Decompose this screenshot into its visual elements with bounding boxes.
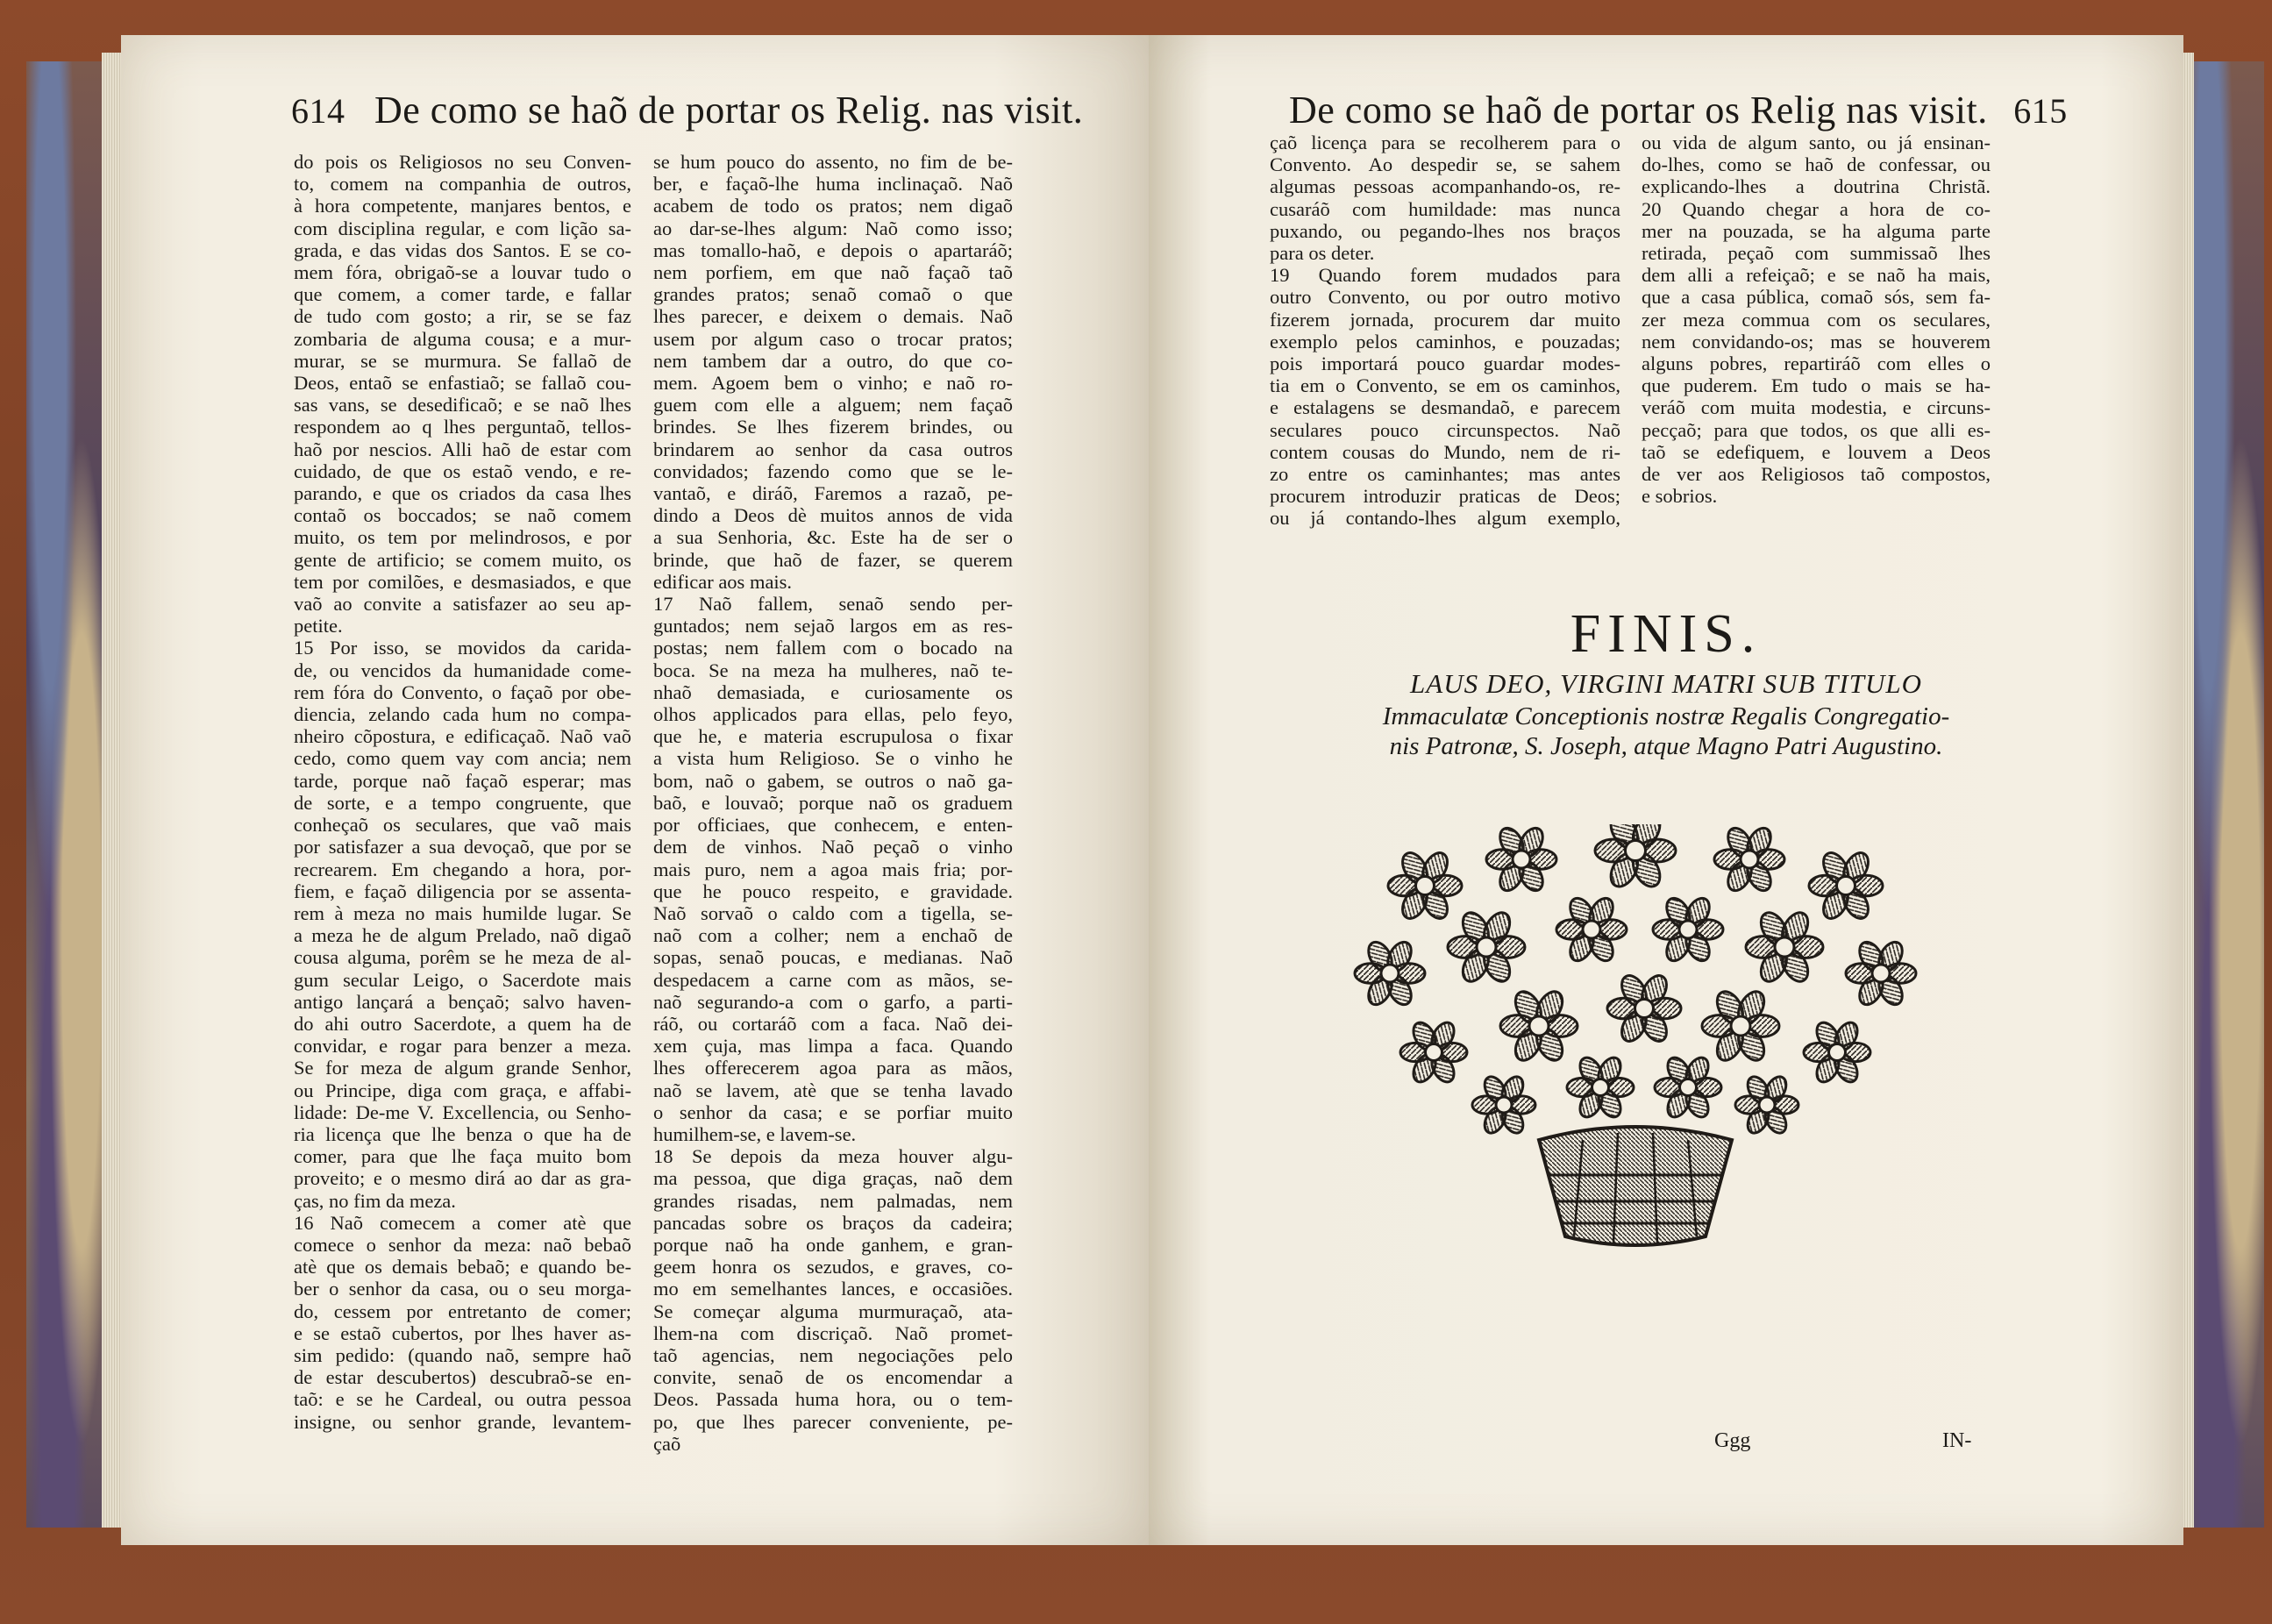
text-line: a vista hum Religioso. Se o vinho he	[653, 747, 1013, 770]
text-line: Deos, entaõ se enfastiaõ; se fallaõ cou-	[294, 372, 631, 395]
laus-line-3: nis Patronæ, S. Joseph, atque Magno Patri Augustino.	[1389, 732, 1943, 760]
bloom-center	[1426, 1044, 1442, 1061]
text-line: diencia, zelando cada hum no compa-	[294, 703, 631, 726]
text-line: o senhor da casa; e se porfiar muito	[653, 1100, 1013, 1123]
text-line: taõ: e se he Cardeal, ou outra pessoa	[294, 1388, 631, 1411]
text-line: explicando-lhes a doutrina Christã.	[1642, 175, 1991, 198]
text-line: respondem ao q lhes perguntaõ, tellos-	[294, 416, 631, 438]
text-line: sas vans, se desedificaõ; e se naõ lhes	[294, 394, 631, 417]
right-page-number: 615	[2013, 91, 2068, 131]
text-line: algumas pessoas acompanhando-os, re-	[1270, 175, 1620, 198]
text-line: tia em o Convento, se em os caminhos,	[1270, 374, 1620, 397]
text-line: antigo lançará a bençaõ; salvo haven-	[294, 990, 631, 1013]
text-line: de, ou vencidos da humanidade come-	[294, 659, 631, 681]
text-line: despedacem a carne com as mãos, se-	[653, 968, 1013, 991]
text-line: contem cousas do Mundo, nem de ri-	[1270, 440, 1620, 463]
text-line: e sobrios.	[1642, 485, 1718, 508]
text-line: ria licença que lhe benza o que ha de	[294, 1122, 631, 1145]
text-line: e estalagens se desmandaõ, e parecem	[1270, 396, 1620, 419]
left-page-column-1	[294, 151, 631, 1433]
text-line: conheçaõ os seculares, que vaõ mais	[294, 814, 631, 837]
text-line: de tudo com gosto; a rir, se se faz	[294, 305, 631, 328]
text-line: do pois os Religiosos no seu Conven-	[294, 151, 631, 173]
text-line: dindo a Deos dè muitos annos de vida	[653, 504, 1013, 527]
text-line: que comem, a comer tarde, e fallar	[294, 283, 631, 306]
text-line: 16 Naõ comecem a comer atè que	[294, 1211, 631, 1234]
text-line: tem por comilões, e desmasiados, e que	[294, 570, 631, 593]
text-line: usem por algum caso o trocar pratos;	[653, 327, 1013, 350]
text-line: lhes offerecerem agoa para as mãos,	[653, 1057, 1013, 1079]
text-line: guntados; nem sejaõ largos em as res-	[653, 615, 1013, 637]
text-line: atè que os demais bebaõ; e quando be-	[294, 1256, 631, 1279]
text-line: cuidado, de que os estaõ vendo, e re-	[294, 459, 631, 482]
text-line: outro Convento, ou por outro motivo	[1270, 286, 1620, 309]
text-line: e se estaõ cubertos, por lhes haver as-	[294, 1321, 631, 1344]
text-line: 18 Se depois da meza houver algu-	[653, 1145, 1013, 1168]
text-line: que a casa pública, comaõ sós, sem fa-	[1642, 286, 1991, 309]
text-line: Se começar alguma murmuraçaõ, ata-	[653, 1300, 1013, 1322]
text-line: sim pedido: (quando naõ, sempre haõ	[294, 1343, 631, 1366]
text-line: dem alli a refeiçaõ; e se naõ ha mais,	[1642, 264, 1991, 287]
text-line: taõ se edefiquem, e louvem a Deos	[1642, 440, 1991, 463]
page-edges-left	[102, 53, 121, 1528]
text-line: procurem introduzir praticas de Deos;	[1270, 485, 1620, 508]
bloom-center	[1872, 965, 1890, 982]
text-line: çaõ	[653, 1432, 681, 1455]
text-line: por satisfazer a sua devoçaõ, que por se	[294, 836, 631, 858]
text-line: cedo, como quem vay com ancia; nem	[294, 747, 631, 770]
text-line: mo em semelhantes lances, e occasiões.	[653, 1278, 1013, 1300]
text-line: 20 Quando chegar a hora de co-	[1642, 197, 1991, 220]
text-line: humilhem-se, e lavem-se.	[653, 1122, 857, 1145]
text-line: veráõ com muita modestia, e circuns-	[1642, 396, 1991, 419]
text-line: proveito; e o mesmo dirá ao dar as gra-	[294, 1167, 631, 1190]
text-line: edificar aos mais.	[653, 570, 793, 593]
text-line: guem com elle a alguem; nem façaõ	[653, 394, 1013, 417]
text-line: cusaráõ com humildade: mas nunca	[1270, 197, 1620, 220]
text-line: naõ se lavem, atè que se tenha lavado	[653, 1079, 1013, 1101]
text-line: mer na pouzada, se ha alguma parte	[1642, 219, 1991, 242]
text-line: seculares pouco circunspectos. Naõ	[1270, 418, 1620, 441]
signature-mark: Ggg	[1714, 1429, 1751, 1452]
left-page-number: 614	[291, 91, 345, 131]
text-line: boca. Se na meza ha mulheres, naõ te-	[653, 659, 1013, 681]
text-line: grada, e das vidas dos Santos. E se co-	[294, 239, 631, 261]
text-line: dem de vinhos. Naõ peçaõ o vinho	[653, 836, 1013, 858]
text-line: 19 Quando forem mudados para	[1270, 264, 1620, 287]
text-line: ças, no fim da meza.	[294, 1189, 456, 1212]
laus-line-2: Immaculatæ Conceptionis nostræ Regalis Congregatio-	[1382, 702, 1950, 730]
text-line: comece o senhor da meza: naõ bebaõ	[294, 1233, 631, 1256]
text-line: pois importará pouco guardar modes-	[1270, 353, 1620, 375]
text-line: nheiro cõpostura, e edificaçaõ. Naõ vaõ	[294, 725, 631, 748]
text-line: ou Principe, diga com graça, e affabi-	[294, 1079, 631, 1101]
text-line: ma pessoa, que diga graças, naõ dem	[653, 1167, 1013, 1190]
text-line: Se for meza de algum grande Senhor,	[294, 1057, 631, 1079]
text-line: mais puro, nem a agoa mais fria; por-	[653, 858, 1013, 880]
right-running-head	[1289, 88, 2068, 132]
text-line: haõ por nescios. Alli haõ de estar com	[294, 438, 631, 460]
bloom-center	[1496, 1097, 1512, 1113]
bloom-center	[1381, 965, 1399, 982]
bloom-center	[1741, 851, 1758, 868]
text-line: rem à meza no mais humilde lugar. Se	[294, 901, 631, 924]
marbled-edge-right	[2185, 61, 2264, 1528]
left-head-title: De como se haõ de portar os Relig. nas visit.	[374, 89, 1084, 132]
text-line: petite.	[294, 615, 343, 637]
text-line: zo entre os caminhantes; mas antes	[1270, 463, 1620, 486]
text-line: fiem, e façaõ diligencia por se assenta-	[294, 880, 631, 902]
text-line: ráõ, ou cortaráõ com a faca. Naõ dei-	[653, 1012, 1013, 1035]
text-line: nem porfiem, em que naõ façaõ taõ	[653, 261, 1013, 284]
text-line: ber, e façaõ-lhe huma inclinaçaõ. Naõ	[653, 173, 1013, 196]
text-line: pancadas sobre os braços da cadeira;	[653, 1211, 1013, 1234]
bloom-center	[1416, 877, 1435, 895]
bloom-center	[1635, 1000, 1654, 1018]
text-line: ao dar-se-lhes algum: Naõ como isso;	[653, 217, 1013, 239]
text-line: 17 Naõ fallem, senaõ sendo per-	[653, 593, 1013, 616]
text-line: puxando, ou pegando-lhes nos braços	[1270, 219, 1620, 242]
text-line: ou vida de algum santo, ou já ensinan-	[1642, 132, 1991, 153]
text-line: que puderem. Em tudo o mais se ha-	[1642, 374, 1991, 397]
bloom-center	[1829, 1044, 1846, 1061]
text-line: por officiaes, que conhecem, e enten-	[653, 814, 1013, 837]
text-line: ou já contando-lhes algum exemplo,	[1270, 507, 1620, 530]
text-line: 15 Por isso, se movidos da carida-	[294, 637, 631, 659]
text-line: que he, e materia escrupulosa o fixar	[653, 725, 1013, 748]
text-line: que he pouco respeito, e gravidade.	[653, 880, 1013, 902]
bloom-center	[1477, 937, 1496, 957]
text-line: naõ com a colher; nem a enchaõ de	[653, 924, 1013, 947]
text-line: mas tomallo-haõ, e depois o apartaráõ;	[653, 239, 1013, 261]
text-line: nhaõ demasiada, e curiosamente os	[653, 680, 1013, 703]
text-line: convidados; fazendo como que se le-	[653, 459, 1013, 482]
catchword: IN-	[1942, 1429, 1972, 1452]
bloom-center	[1680, 1079, 1697, 1096]
bloom-center	[1529, 1016, 1549, 1036]
text-line: naõ segurando-a com o garfo, a parti-	[653, 990, 1013, 1013]
text-line: geem honra os sezudos, e graves, co-	[653, 1256, 1013, 1279]
text-line: convidar, e rogar para benzer a meza.	[294, 1035, 631, 1058]
text-line: retirada, peçaõ com summissaõ lhes	[1642, 242, 1991, 265]
finis-title: FINIS.	[1570, 604, 1763, 664]
text-line: fizerem jornada, procurem dar muito	[1270, 308, 1620, 331]
bloom-center	[1775, 937, 1794, 957]
text-line: mem fóra, obrigaõ-se a louvar tudo o	[294, 261, 631, 284]
text-line: Convento. Ao despedir se, se sahem	[1270, 153, 1620, 176]
text-line: mem. Agoem bem o vinho; e naõ ro-	[653, 372, 1013, 395]
text-line: grandes pratos; senaõ comaõ o que	[653, 283, 1013, 306]
text-line: sopas, senaõ poucas, e medianas. Naõ	[653, 946, 1013, 969]
text-line: tarde, porque naõ façaõ esperar; mas	[294, 769, 631, 792]
text-line: Deos. Passada huma hora, ou o tem-	[653, 1388, 1013, 1411]
bloom-center	[1759, 1097, 1775, 1113]
text-line: parando, e que os criados da casa lhes	[294, 482, 631, 505]
text-line: convite, senaõ de os encomendar a	[653, 1366, 1013, 1389]
text-line: brinde, que haõ de fazer, se querem	[653, 548, 1013, 571]
right-page-column-1	[1270, 132, 1620, 530]
text-line: gum secular Leigo, o Sacerdote mais	[294, 968, 631, 991]
text-line: çaõ licença para se recolherem para o	[1270, 132, 1620, 153]
text-line: baõ, e louvaõ; porque naõ os graduem	[653, 791, 1013, 814]
text-line: brindes. Se lhes fizerem brindes, ou	[653, 416, 1013, 438]
bloom-center	[1513, 851, 1530, 868]
text-line: zer meza commua com os seculares,	[1642, 308, 1991, 331]
text-line: grandes risadas, nem palmadas, nem	[653, 1189, 1013, 1212]
text-line: muito, os tem por melindrosos, e por	[294, 526, 631, 549]
text-line: brindarem ao senhor da casa outros	[653, 438, 1013, 460]
text-line: a sua Senhoria, &c. Este ha de ser o	[653, 526, 1013, 549]
laus-deo-line: LAUS DEO, VIRGINI MATRI SUB TITULO	[1410, 668, 1922, 699]
text-line: vantaõ, e diráõ, Faremos a razaõ, pe-	[653, 482, 1013, 505]
text-line: exemplo pelos caminhos, e pouzadas;	[1270, 330, 1620, 353]
text-line: cousa alguma, porêm se he meza de al-	[294, 946, 631, 969]
text-line: alguns pobres, repartiráõ com elles o	[1642, 353, 1991, 375]
bloom-center	[1583, 921, 1600, 938]
text-line: de sorte, e a tempo congruente, que	[294, 791, 631, 814]
text-line: vaõ ao convite a satisfazer ao seu ap-	[294, 593, 631, 616]
text-line: xem çuja, mas limpa a faca. Quando	[653, 1035, 1013, 1058]
text-line: do, cessem por entretanto de comer;	[294, 1300, 631, 1322]
left-running-head	[291, 88, 1083, 132]
text-line: pecçaõ; para que todos, os que alli es-	[1642, 418, 1991, 441]
text-line: rem fóra do Convento, o façaõ por obe-	[294, 680, 631, 703]
laus-deo-body	[1245, 702, 2087, 761]
text-line: lhes parecer, e deixem o demais. Naõ	[653, 305, 1013, 328]
text-line: do ahi outro Sacerdote, a quem ha de	[294, 1012, 631, 1035]
text-line: bom, naõ o gabem, se outros o naõ ga-	[653, 769, 1013, 792]
text-line: murar, se se murmura. Se fallaõ de	[294, 349, 631, 372]
text-line: à hora competente, manjares bentos, e	[294, 195, 631, 217]
bloom-center	[1731, 1016, 1750, 1036]
text-line: gente de artificio; se comem muito, os	[294, 548, 631, 571]
text-line: zombaria de alguma cousa; e a mur-	[294, 327, 631, 350]
text-line: nem tambem dar a outro, do que co-	[653, 349, 1013, 372]
text-line: do-lhes, como se haõ de confessar, ou	[1642, 153, 1991, 176]
text-line: lhem-na com discriçaõ. Naõ promet-	[653, 1321, 1013, 1344]
text-line: recrearem. Em chegando a hora, por-	[294, 858, 631, 880]
text-line: olhos applicados para ellas, pelo feyo,	[653, 703, 1013, 726]
text-line: to, comem na companhia de outros,	[294, 173, 631, 196]
text-line: se hum pouco do assento, no fim de be-	[653, 151, 1013, 173]
text-line: po, que lhes parecer conveniente, pe-	[653, 1410, 1013, 1433]
flower-basket-woodcut-icon	[1320, 824, 1951, 1280]
text-line: insigne, ou senhor grande, levantem-	[294, 1410, 631, 1433]
text-line: Naõ sorvaõ o caldo com a tigella, se-	[653, 901, 1013, 924]
bloom-center	[1592, 1079, 1609, 1096]
text-line: de ver aos Religiosos taõ compostos,	[1642, 463, 1991, 486]
text-line: a meza he de algum Prelado, naõ digaõ	[294, 924, 631, 947]
right-page-column-2	[1642, 132, 1991, 507]
text-line: lidade: De-me V. Excellencia, ou Senho-	[294, 1100, 631, 1123]
text-line: ber o senhor da casa, ou o seu morga-	[294, 1278, 631, 1300]
text-line: com disciplina regular, e com lição sa-	[294, 217, 631, 239]
bloom-center	[1679, 921, 1697, 938]
bloom-center	[1837, 877, 1855, 895]
left-page-column-2	[653, 151, 1013, 1455]
text-line: para os deter.	[1270, 242, 1375, 265]
bloom-center	[1626, 841, 1646, 861]
marbled-edge-left	[26, 61, 105, 1528]
text-line: de estar descubertos) descubraõ-se en-	[294, 1366, 631, 1389]
text-line: taõ agencias, nem negociações pelo	[653, 1343, 1013, 1366]
text-line: porque naõ ha onde ganhem, e gran-	[653, 1233, 1013, 1256]
text-line: comer, para que lhe faça muito bom	[294, 1145, 631, 1168]
text-line: nem convidando-os; mas se houverem	[1642, 330, 1991, 353]
text-line: acabem de todo os pratos; nem digaõ	[653, 195, 1013, 217]
right-head-title: De como se haõ de portar os Relig nas visit.	[1289, 89, 1988, 132]
text-line: postas; nem fallem com o bocado na	[653, 637, 1013, 659]
text-line: contaõ os boccados; se naõ comem	[294, 504, 631, 527]
